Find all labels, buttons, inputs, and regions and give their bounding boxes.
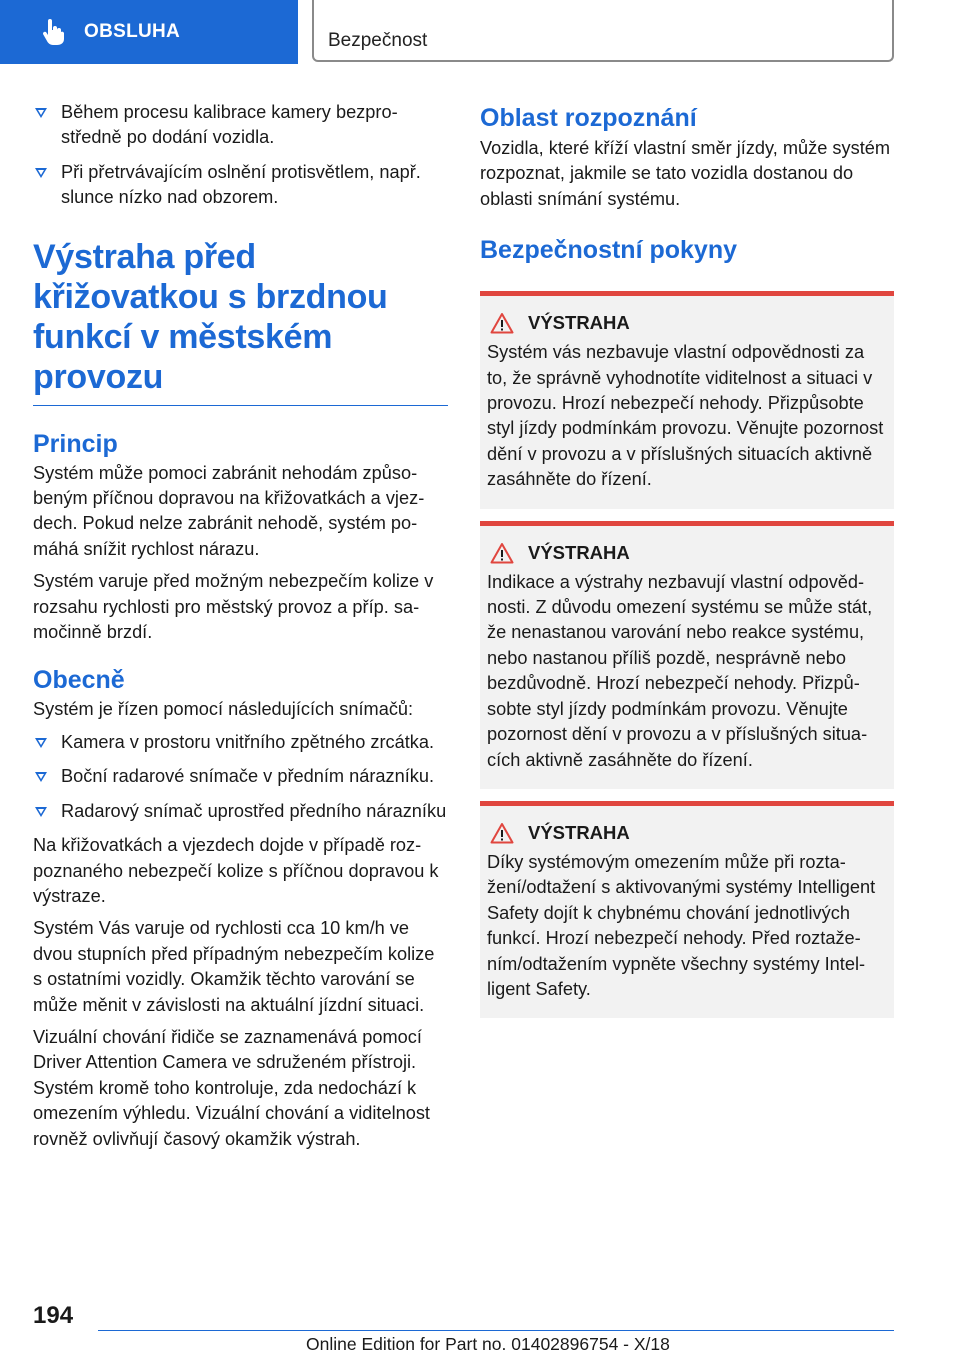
- section-heading-obecne: Obecně: [33, 666, 125, 695]
- paragraph: Vozidla, které kříží vlastní směr jízdy, může systém rozpoznat, jakmile se tato vozidla dostanou do oblasti snímání systému.: [480, 138, 891, 209]
- list-item: Boční radarové snímače v předním nárazníku.: [33, 764, 448, 789]
- left-column: [33, 100, 448, 1159]
- bullet-triangle-icon: [35, 772, 47, 782]
- list-item: Během procesu kalibrace kamery bezprostředně po dodání vozidla.: [33, 100, 448, 151]
- section-tab[interactable]: [0, 0, 298, 64]
- page-title: Výstraha před křižovatkou s brzdnou funkcí v městském provozu: [33, 237, 448, 406]
- paragraph: Systém může pomoci zabránit nehodám způsobeným příčnou dopravou na křižovatkách a vjezdech. Pokud nelze zabránit nehodě, systém pomáhá snížit rychlost nárazu.: [33, 462, 425, 559]
- footer-divider: [98, 1330, 894, 1331]
- warning-box: [480, 291, 894, 508]
- paragraph: Na křižovatkách a vjezdech dojde v případě rozpoznaného nebezpečí kolize s příčnou dopravou k výstraze.: [33, 835, 439, 906]
- warning-box: [480, 521, 894, 789]
- section-label: OBSLUHA: [84, 21, 181, 42]
- page-number: 194: [33, 1302, 74, 1329]
- paragraph: Vizuální chování řidiče se zaznamenává pomocí Driver Attention Camera ve sdruženém přístroji. Systém kromě toho kontroluje, zda nedochází k omezením výhledu. Vizuální chování a viditelnost rovněž ovlivňují časový okamžik výstrah.: [33, 1026, 430, 1149]
- right-column: [480, 100, 894, 1030]
- list-item: Radarový snímač uprostřed předního nárazníku: [33, 799, 448, 824]
- sensor-bullet-list: [33, 730, 448, 824]
- section-heading-oblast: Oblast rozpoznání: [480, 104, 697, 132]
- section-heading-princip: Princip: [33, 429, 118, 458]
- warning-text: Díky systémovým omezením může při roztažení/odtažení s aktivovanými systémy Intelligent Safety dojít k chybnému chování jednotlivých funkcí. Hrozí nebezpečí nehody. Před roztažením/odtažením vypněte všechny systémy Intelligent Safety.: [487, 851, 876, 999]
- hand-pointer-icon: [40, 19, 66, 45]
- edition-footer: Online Edition for Part no. 01402896754 - X/18: [306, 1334, 670, 1354]
- chapter-header: [312, 0, 894, 62]
- paragraph: Systém varuje před možným nebezpečím kolize v rozsahu rychlosti pro městský provoz a příp. samočinně brzdí.: [33, 571, 434, 643]
- bullet-triangle-icon: [35, 168, 47, 178]
- warning-title: VÝSTRAHA: [528, 821, 630, 843]
- bullet-triangle-icon: [35, 807, 47, 817]
- intro-bullet-list: [33, 100, 448, 211]
- paragraph: Systém je řízen pomocí následujících snímačů:: [33, 699, 414, 720]
- warning-triangle-icon: [490, 542, 514, 564]
- warning-title: VÝSTRAHA: [528, 312, 630, 334]
- paragraph: Systém Vás varuje od rychlosti cca 10 km/h ve dvou stupních před případným nebezpečím kolize s ostatními vozidly. Okamžik těchto varování se může měnit v závislosti na aktuální jízdní situaci.: [33, 918, 435, 1015]
- chapter-label: Bezpečnost: [328, 30, 428, 51]
- list-item: Při přetrvávajícím oslnění protisvětlem, např. slunce nízko nad obzorem.: [33, 160, 448, 211]
- warning-box: [480, 801, 894, 1018]
- warning-triangle-icon: [490, 822, 514, 844]
- warning-title: VÝSTRAHA: [528, 541, 630, 563]
- warning-text: Systém vás nezbavuje vlastní odpovědnosti za to, že správně vyhodnotíte viditelnost a situaci v provozu. Hrozí nebezpečí nehody. Přizpůsobte styl jízdy podmínkám provozu. Věnujte pozornost dění v provozu a v příslušných situacích aktivně zasáhněte do řízení.: [487, 342, 884, 490]
- warning-triangle-icon: [490, 312, 514, 334]
- warning-text: Indikace a výstrahy nezbavují vlastní odpovědnosti. Z důvodu omezení systému se může stát, že nenastanou varování nebo reakce systému, nebo nastanou příliš pozdě, nesprávně nebo bezdůvodně. Hrozí nebezpečí nehody. Přizpůsobte styl jízdy podmínkám provozu. Věnujte pozornost dění v provozu a v příslušných situacích aktivně zasáhněte do řízení.: [487, 571, 873, 770]
- bullet-triangle-icon: [35, 108, 47, 118]
- bullet-triangle-icon: [35, 738, 47, 748]
- section-heading-pokyny: Bezpečnostní pokyny: [480, 236, 737, 265]
- list-item: Kamera v prostoru vnitřního zpětného zrcátka.: [33, 730, 448, 755]
